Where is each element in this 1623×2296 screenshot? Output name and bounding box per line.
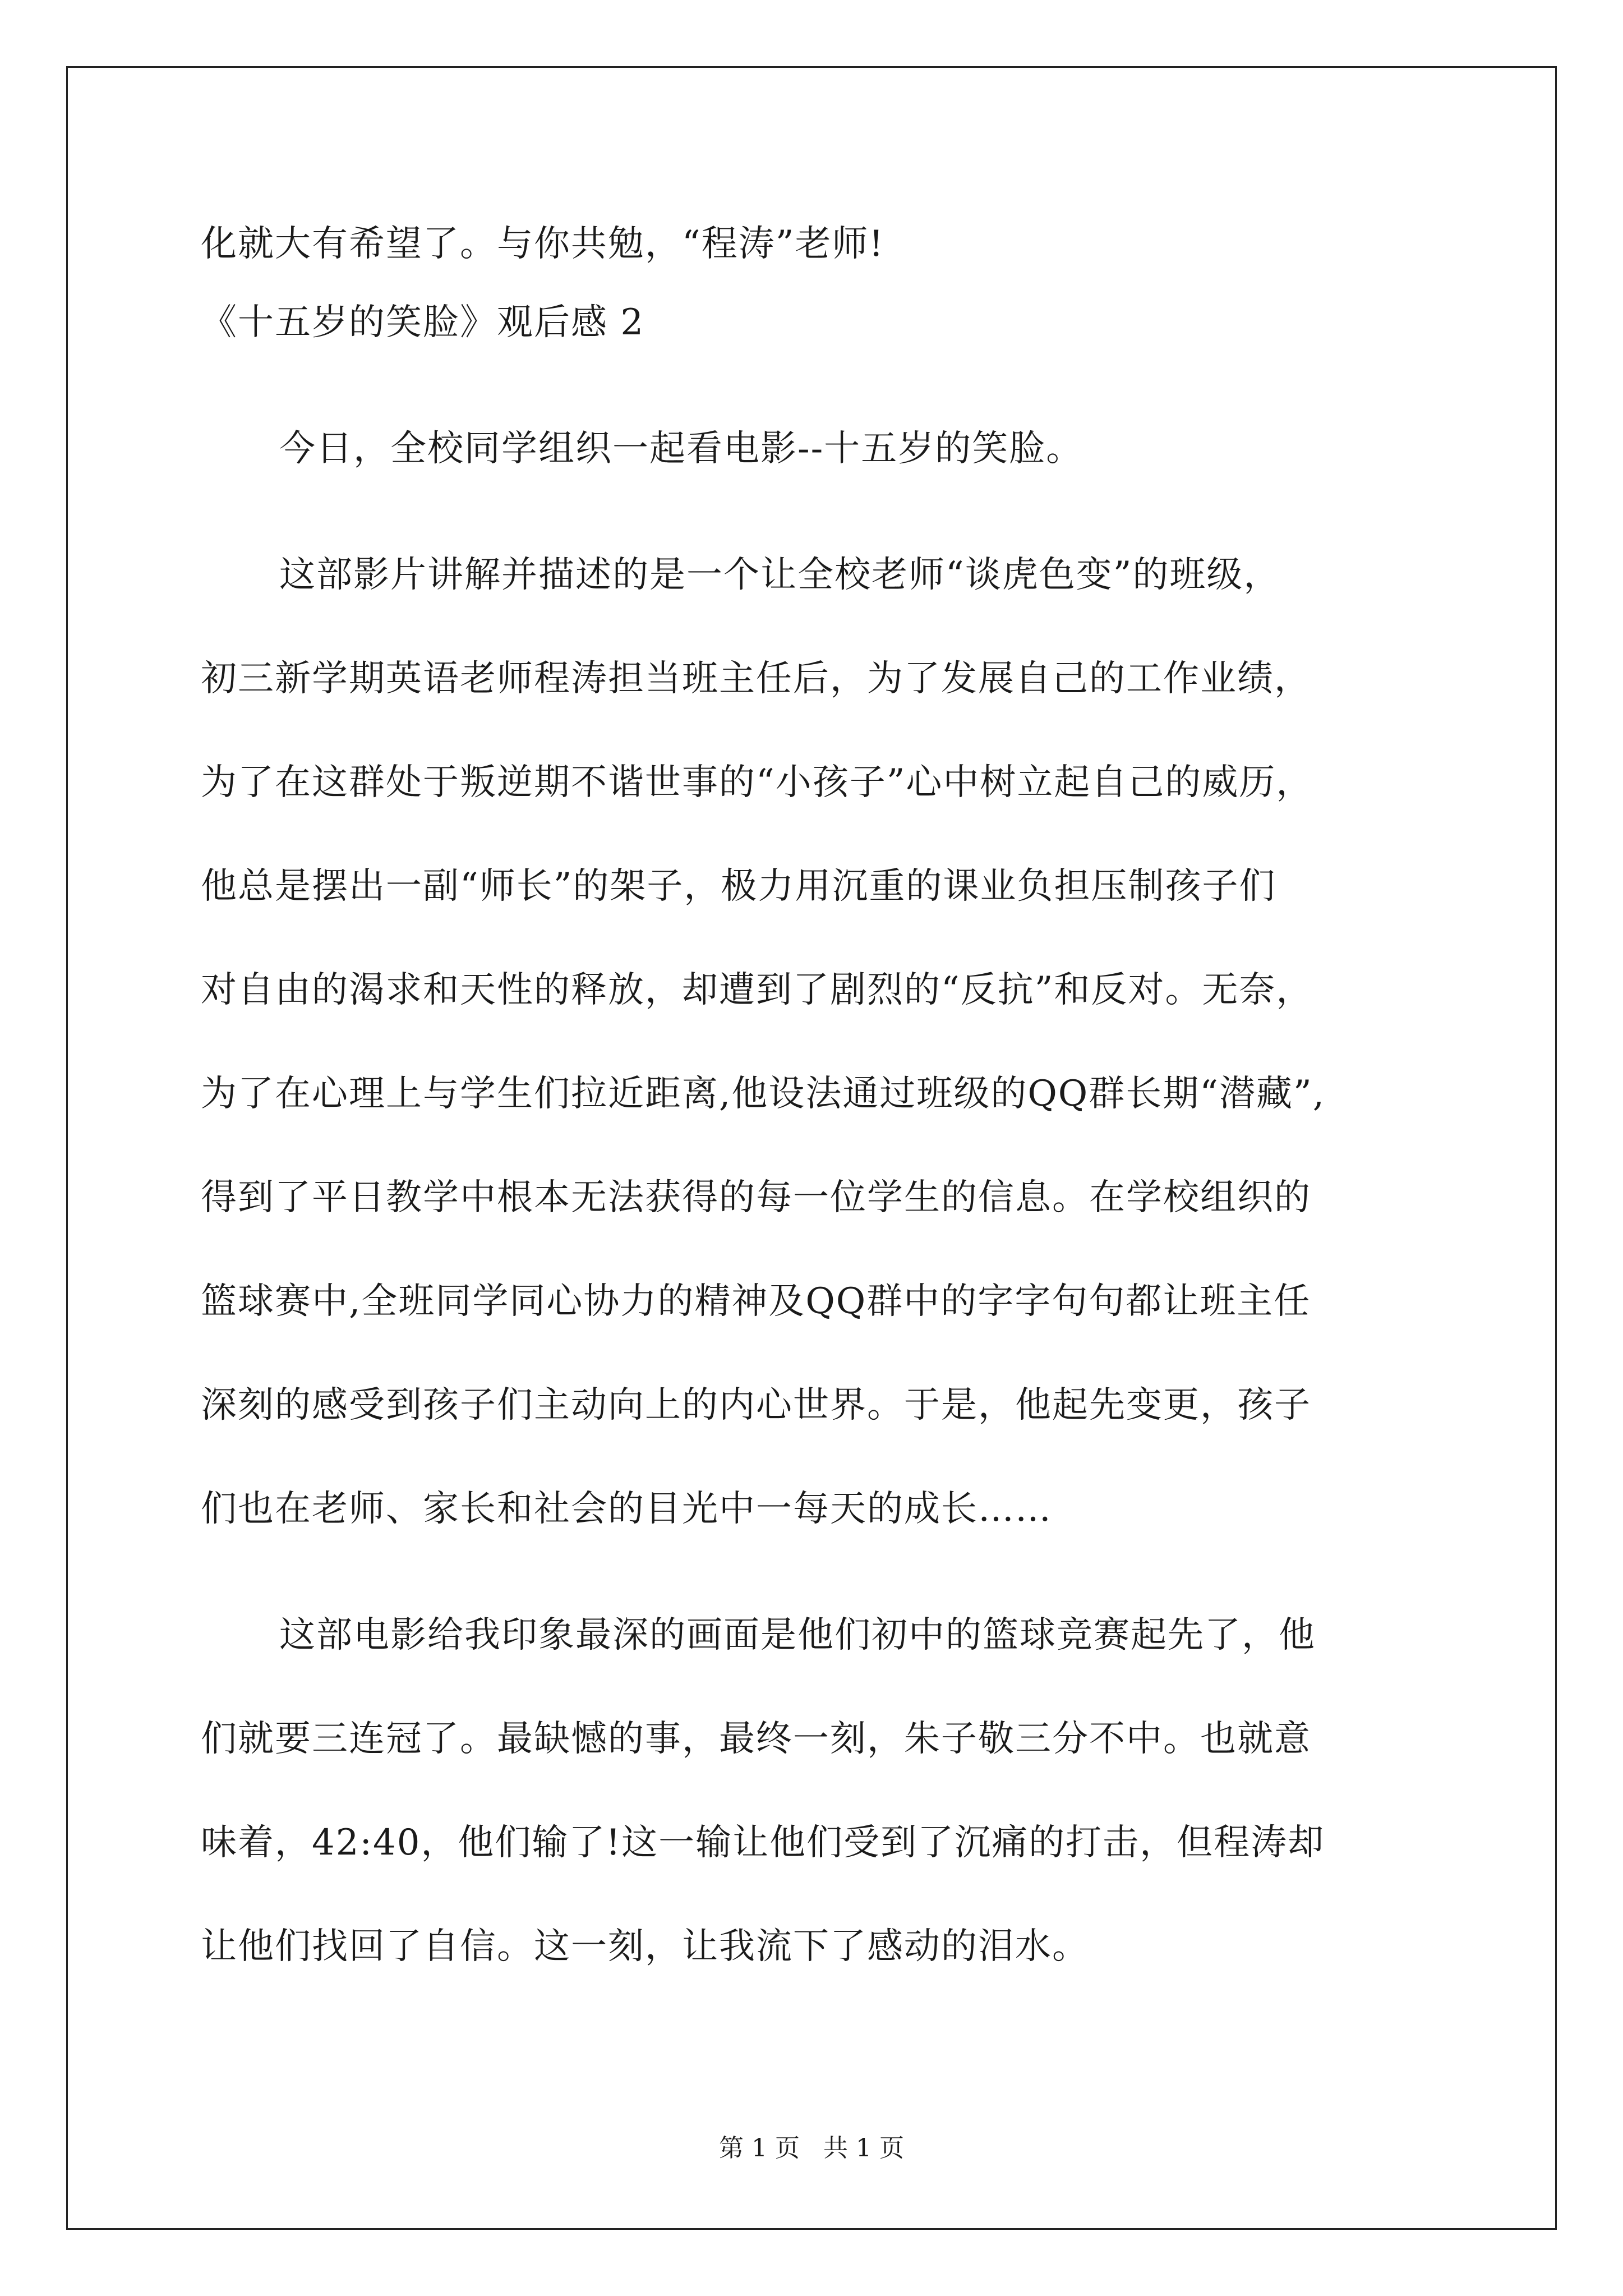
paragraph-line: 深刻的感受到孩子们主动向上的内心世界。于是，他起先变更，孩子 (201, 1384, 1311, 1426)
paragraph-line: 这部影片讲解并描述的是一个让全校老师“谈虎色变”的班级， (279, 554, 1281, 596)
paragraph-line: 为了在心理上与学生们拉近距离,他设法通过班级的QQ群长期“潜藏”, (201, 1073, 1326, 1115)
paragraph-line: 味着，42:40，他们输了!这一输让他们受到了沉痛的打击，但程涛却 (201, 1822, 1325, 1864)
paragraph-line: 他总是摆出一副“师长”的架子，极力用沉重的课业负担压制孩子们 (201, 866, 1276, 907)
paragraph-line: 得到了平日教学中根本无法获得的每一位学生的信息。在学校组织的 (201, 1177, 1311, 1218)
page-border (66, 66, 1557, 2230)
page-number: 第 1 页 共 1 页 (719, 2134, 904, 2162)
text-line: 化就大有希望了。与你共勉，“程涛”老师! (201, 223, 885, 265)
paragraph-line: 们也在老师、家长和社会的目光中一每天的成长…… (201, 1488, 1052, 1530)
paragraph-line: 们就要三连冠了。最缺憾的事，最终一刻，朱子敬三分不中。也就意 (201, 1718, 1311, 1760)
paragraph-line: 今日，全校同学组织一起看电影--十五岁的笑脸。 (279, 428, 1083, 470)
paragraph-line: 对自由的渴求和天性的释放，却遭到了剧烈的“反抗”和反对。无奈， (201, 969, 1313, 1011)
section-title: 《十五岁的笑脸》观后感 2 (201, 302, 645, 343)
paragraph-line: 初三新学期英语老师程涛担当班主任后，为了发展自己的工作业绩， (201, 658, 1311, 700)
paragraph-line: 篮球赛中,全班同学同心协力的精神及QQ群中的字字句句都让班主任 (201, 1281, 1311, 1322)
paragraph-line: 为了在这群处于叛逆期不谐世事的“小孩子”心中树立起自己的威历， (201, 762, 1313, 803)
paragraph-line: 这部电影给我印象最深的画面是他们初中的篮球竞赛起先了，他 (279, 1614, 1316, 1656)
paragraph-line: 让他们找回了自信。这一刻，让我流下了感动的泪水。 (201, 1926, 1089, 1967)
